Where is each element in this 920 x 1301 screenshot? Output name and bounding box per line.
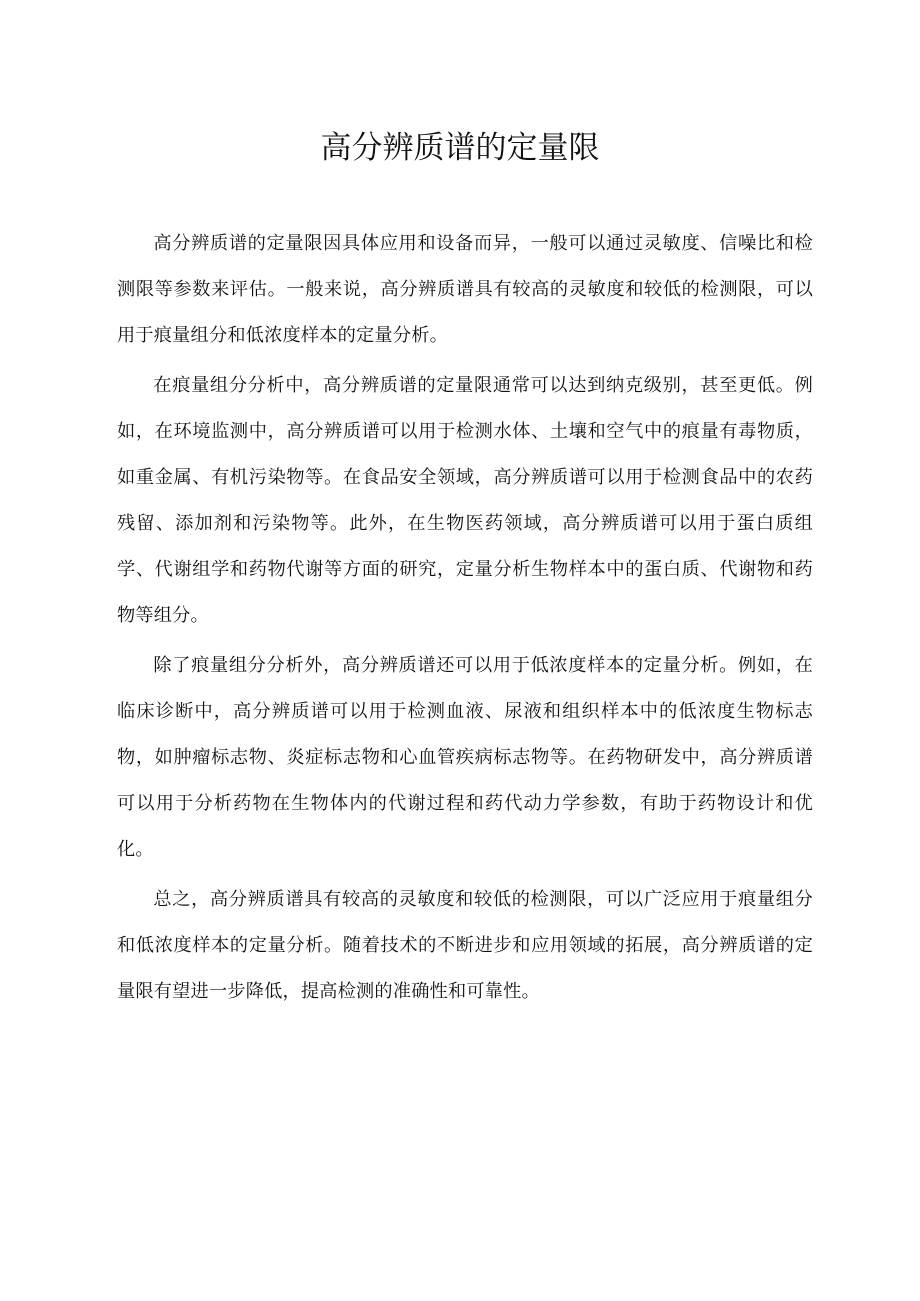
paragraph-1: 高分辨质谱的定量限因具体应用和设备而异，一般可以通过灵敏度、信噪比和检测限等参数来评估。一般来说，高分辨质谱具有较高的灵敏度和较低的检测限，可以用于痕量组分和低浓度样本的定量分析。 [117, 233, 813, 346]
page-title: 高分辨质谱的定量限 [320, 130, 600, 166]
paragraph-4: 总之，高分辨质谱具有较高的灵敏度和较低的检测限，可以广泛应用于痕量组分和低浓度样本的定量分析。随着技术的不断进步和应用领域的拓展，高分辨质谱的定量限有望进一步降低，提高检测的准确性和可靠性。 [117, 889, 813, 1002]
paragraph-2: 在痕量组分分析中，高分辨质谱的定量限通常可以达到纳克级别，甚至更低。例如，在环境监测中，高分辨质谱可以用于检测水体、土壤和空气中的痕量有毒物质，如重金属、有机污染物等。在食品安全领域，高分辨质谱可以用于检测食品中的农药残留、添加剂和污染物等。此外，在生物医药领域，高分辨质谱可以用于蛋白质组学、代谢组学和药物代谢等方面的研究，定量分析生物样本中的蛋白质、代谢物和药物等组分。 [117, 375, 813, 626]
paragraph-3: 除了痕量组分分析外，高分辨质谱还可以用于低浓度样本的定量分析。例如，在临床诊断中，高分辨质谱可以用于检测血液、尿液和组织样本中的低浓度生物标志物，如肿瘤标志物、炎症标志物和心血管疾病标志物等。在药物研发中，高分辨质谱可以用于分析药物在生物体内的代谢过程和药代动力学参数，有助于药物设计和优化。 [117, 655, 813, 860]
document-body [117, 221, 813, 1019]
